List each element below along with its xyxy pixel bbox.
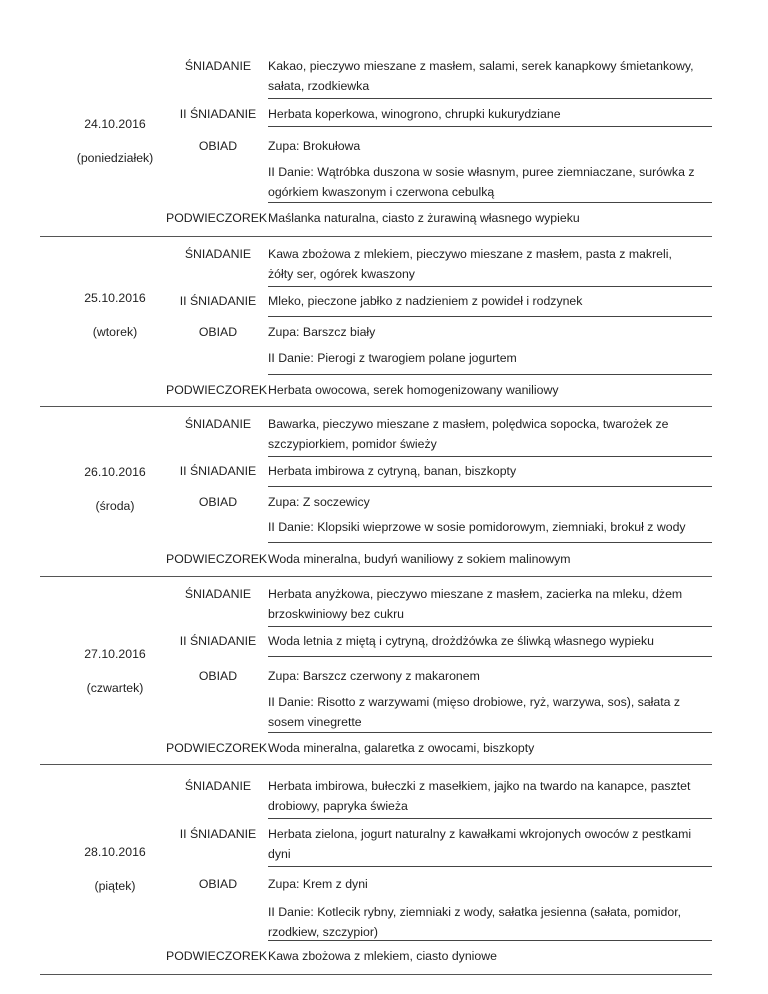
meal-label: PODWIECZOREK: [166, 211, 268, 225]
row-divider: [268, 286, 712, 287]
meal-text: Bawarka, pieczywo mieszane z masłem, polędwica sopocka, twarożek ze szczypiorkiem, pomidor świeży: [268, 417, 669, 451]
meal-text: Herbata owocowa, serek homogenizowany waniliowy: [268, 383, 559, 397]
day-divider: [40, 236, 712, 237]
day-weekday: (czwartek): [86, 681, 144, 695]
row-divider: [268, 626, 712, 627]
row-divider: [268, 866, 712, 867]
meal-main-course: II Danie: Klopsiki wieprzowe w sosie pomidorowym, ziemniaki, brokuł z wody: [268, 520, 686, 534]
meal-soup: Zupa: Krem z dyni: [268, 877, 368, 891]
meal-label: II ŚNIADANIE: [179, 634, 257, 648]
meal-label: OBIAD: [198, 139, 238, 153]
meal-label: II ŚNIADANIE: [179, 107, 257, 121]
meal-label: II ŚNIADANIE: [179, 827, 257, 841]
day-divider: [40, 974, 712, 975]
meal-text: Woda letnia z miętą i cytryną, drożdżówka ze śliwką własnego wypieku: [268, 634, 654, 648]
row-divider: [268, 486, 712, 487]
meal-label: OBIAD: [198, 325, 238, 339]
meal-label: PODWIECZOREK: [166, 383, 268, 397]
day-date: 24.10.2016: [84, 117, 146, 131]
meal-main-course: II Danie: Wątróbka duszona w sosie własnym, puree ziemniaczane, surówka z ogórkiem kwaszonym i czerwona cebulką: [268, 165, 695, 199]
row-divider: [268, 456, 712, 457]
day-date: 26.10.2016: [84, 465, 146, 479]
meal-text: Kawa zbożowa z mlekiem, pieczywo mieszane z masłem, pasta z makreli, żółty ser, ogórek kwaszony: [268, 247, 672, 281]
day-weekday: (poniedziałek): [76, 151, 154, 165]
day-block: [40, 768, 712, 974]
meal-text: Woda mineralna, budyń waniliowy z sokiem malinowym: [268, 552, 571, 566]
meal-label: ŚNIADANIE: [184, 247, 252, 261]
day-date: 25.10.2016: [84, 291, 146, 305]
meal-soup: Zupa: Barszcz biały: [268, 325, 376, 339]
row-divider: [268, 732, 712, 733]
day-divider: [40, 764, 712, 765]
meal-text: Kawa zbożowa z mlekiem, ciasto dyniowe: [268, 949, 497, 963]
day-date: 28.10.2016: [84, 845, 146, 859]
meal-main-course: II Danie: Risotto z warzywami (mięso drobiowe, ryż, warzywa, sos), sałata z sosem vinegrette: [268, 695, 681, 729]
meal-label: ŚNIADANIE: [184, 587, 252, 601]
meal-text: Herbata anyżkowa, pieczywo mieszane z masłem, zacierka na mleku, dżem brzoskwiniowy bez cukru: [268, 587, 683, 621]
meal-text: Herbata koperkowa, winogrono, chrupki kukurydziane: [268, 107, 561, 121]
meal-label: II ŚNIADANIE: [179, 464, 257, 478]
meal-main-course: II Danie: Pierogi z twarogiem polane jogurtem: [268, 351, 517, 365]
day-weekday: (wtorek): [92, 325, 138, 339]
meal-text: Kakao, pieczywo mieszane z masłem, salami, serek kanapkowy śmietankowy, sałata, rzodkiewka: [268, 59, 694, 93]
meal-soup: Zupa: Z soczewicy: [268, 495, 370, 509]
day-date: 27.10.2016: [84, 647, 146, 661]
row-divider: [268, 126, 712, 127]
day-block: [40, 52, 712, 232]
meal-label: II ŚNIADANIE: [179, 294, 257, 308]
meal-soup: Zupa: Barszcz czerwony z makaronem: [268, 669, 480, 683]
meal-label: ŚNIADANIE: [184, 59, 252, 73]
meal-label: OBIAD: [198, 669, 238, 683]
row-divider: [268, 374, 712, 375]
day-block: [40, 580, 712, 766]
meal-text: Herbata imbirowa, bułeczki z masełkiem, jajko na twardo na kanapce, pasztet drobiowy, papryka świeża: [268, 779, 691, 813]
day-weekday: (środa): [95, 499, 135, 513]
row-divider: [268, 656, 712, 657]
row-divider: [268, 98, 712, 99]
day-block: [40, 240, 712, 408]
meal-label: PODWIECZOREK: [166, 949, 268, 963]
meal-text: Herbata imbirowa z cytryną, banan, biszkopty: [268, 464, 517, 478]
meal-soup: Zupa: Brokułowa: [268, 139, 361, 153]
meal-label: OBIAD: [198, 495, 238, 509]
day-divider: [40, 576, 712, 577]
row-divider: [268, 542, 712, 543]
meal-label: PODWIECZOREK: [166, 741, 268, 755]
row-divider: [268, 202, 712, 203]
meal-main-course: II Danie: Kotlecik rybny, ziemniaki z wody, sałatka jesienna (sałata, pomidor, rzodkiew, szczypior): [268, 905, 682, 939]
day-block: [40, 410, 712, 578]
row-divider: [268, 940, 712, 941]
day-weekday: (piątek): [94, 879, 136, 893]
meal-text: Mleko, pieczone jabłko z nadzieniem z powideł i rodzynek: [268, 294, 583, 308]
row-divider: [268, 316, 712, 317]
meal-text: Herbata zielona, jogurt naturalny z kawałkami wkrojonych owoców z pestkami dyni: [268, 827, 692, 861]
meal-label: ŚNIADANIE: [184, 417, 252, 431]
meal-text: Woda mineralna, galaretka z owocami, biszkopty: [268, 741, 535, 755]
meal-label: ŚNIADANIE: [184, 779, 252, 793]
day-divider: [40, 406, 712, 407]
meal-label: OBIAD: [198, 877, 238, 891]
meal-label: PODWIECZOREK: [166, 552, 268, 566]
meal-text: Maślanka naturalna, ciasto z żurawiną własnego wypieku: [268, 211, 580, 225]
row-divider: [268, 818, 712, 819]
